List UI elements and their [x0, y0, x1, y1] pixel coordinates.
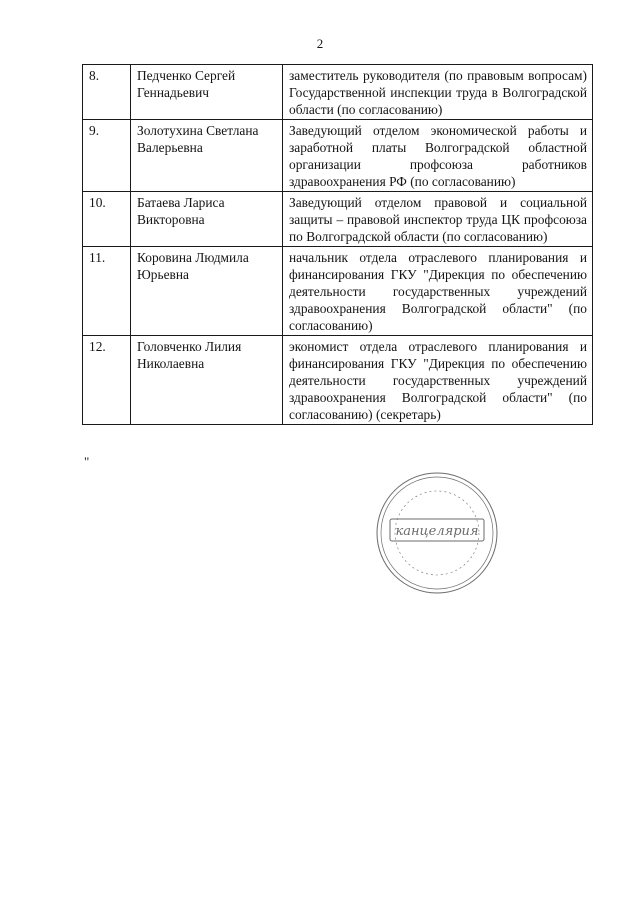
- stamp-label: канцелярия: [395, 524, 479, 539]
- office-seal-icon: [374, 470, 500, 596]
- table-row: [83, 192, 593, 247]
- member-position: Заведующий отделом экономической работы и заработной платы Волгоградской областной организации профсоюза работников здравоохранения РФ (по согласованию): [283, 120, 593, 192]
- table-row: [83, 247, 593, 336]
- table-row: [83, 65, 593, 120]
- member-number: 8.: [83, 65, 131, 120]
- table-row: [83, 120, 593, 192]
- member-name: Золотухина Светлана Валерьевна: [131, 120, 283, 192]
- commission-members-table: [82, 64, 593, 425]
- member-number: 10.: [83, 192, 131, 247]
- member-position: экономист отдела отраслевого планирования и финансирования ГКУ "Дирекция по обеспечению деятельности государственных учреждений здравоохранения Волгоградской области" (по согласованию) (секретарь): [283, 336, 593, 425]
- member-number: 12.: [83, 336, 131, 425]
- member-position: заместитель руководителя (по правовым вопросам) Государственной инспекции труда в Волгоградской области (по согласованию): [283, 65, 593, 120]
- closing-quote: ": [84, 454, 90, 469]
- member-position: Заведующий отделом правовой и социальной защиты – правовой инспектор труда ЦК профсоюза по Волгоградской области (по согласованию): [283, 192, 593, 247]
- page-number: 2: [316, 36, 324, 51]
- member-number: 11.: [83, 247, 131, 336]
- member-name: Головченко Лилия Николаевна: [131, 336, 283, 425]
- member-name: Коровина Людмила Юрьевна: [131, 247, 283, 336]
- member-number: 9.: [83, 120, 131, 192]
- member-position: начальник отдела отраслевого планирования и финансирования ГКУ "Дирекция по обеспечению деятельности государственных учреждений здравоохранения Волгоградской области" (по согласованию): [283, 247, 593, 336]
- member-name: Батаева Лариса Викторовна: [131, 192, 283, 247]
- member-name: Педченко Сергей Геннадьевич: [131, 65, 283, 120]
- table-row: [83, 336, 593, 425]
